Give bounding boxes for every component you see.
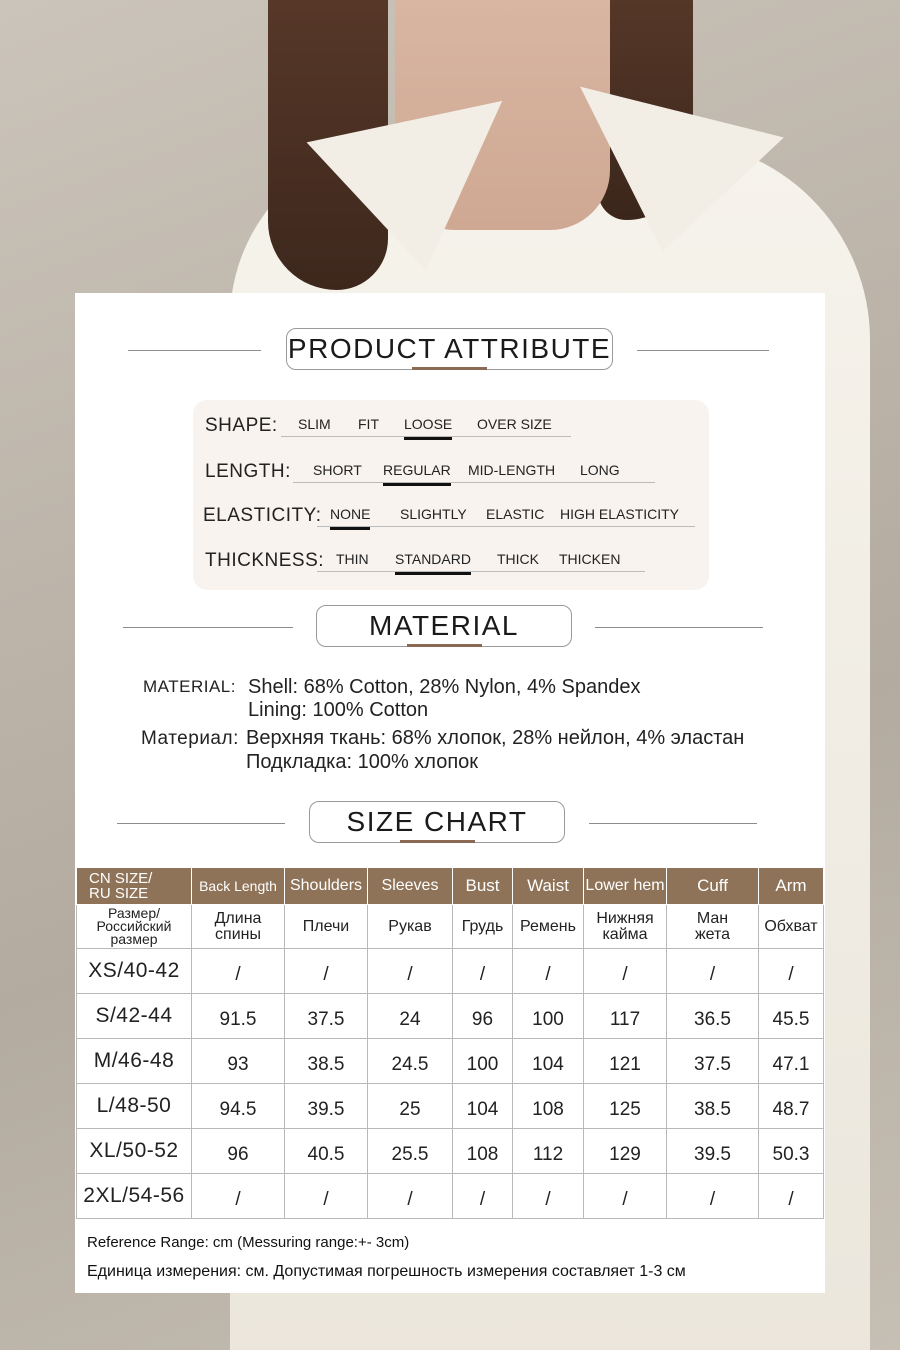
table-cell-size: 2XL/54-56	[77, 1174, 192, 1219]
table-cell: /	[759, 1174, 824, 1219]
reference-note-ru: Единица измерения: см. Допустимая погрешность измерения составляет 1-3 см	[87, 1263, 686, 1280]
table-cell: 108	[513, 1084, 584, 1129]
table-cell-size: M/46-48	[77, 1039, 192, 1084]
table-cell: 94.5	[192, 1084, 285, 1129]
attribute-label: SHAPE:	[205, 415, 278, 436]
heading-divider-right	[589, 823, 757, 824]
header-cell: Cuff	[667, 868, 759, 905]
size-table	[76, 867, 824, 1219]
heading-accent	[407, 644, 482, 647]
table-cell: 48.7	[759, 1084, 824, 1129]
heading-accent	[400, 840, 475, 843]
table-cell: /	[759, 949, 824, 994]
table-cell: 104	[513, 1039, 584, 1084]
material-shell-ru: Верхняя ткань: 68% хлопок, 28% нейлон, 4% эластан	[246, 727, 745, 749]
attribute-option: LONG	[580, 462, 620, 478]
table-cell: 25.5	[368, 1129, 453, 1174]
table-cell: 38.5	[285, 1039, 368, 1084]
table-row	[77, 1039, 824, 1084]
attribute-row-line	[317, 571, 645, 572]
table-cell: 24	[368, 994, 453, 1039]
table-cell: 125	[584, 1084, 667, 1129]
attribute-option: ELASTIC	[486, 506, 545, 522]
table-cell: /	[192, 949, 285, 994]
table-cell: /	[453, 1174, 513, 1219]
table-cell: /	[285, 1174, 368, 1219]
attribute-label: ELASTICITY:	[203, 505, 322, 526]
attribute-row-length	[193, 455, 709, 485]
header-ru-cell: Ман жета	[667, 905, 759, 949]
attribute-option: SHORT	[313, 462, 362, 478]
heading-divider-left	[117, 823, 285, 824]
material-lining-en: Lining: 100% Cotton	[248, 699, 429, 721]
attribute-label: THICKNESS:	[205, 550, 325, 571]
attribute-row-thickness	[193, 544, 709, 574]
table-cell: 96	[453, 994, 513, 1039]
table-cell: 39.5	[285, 1084, 368, 1129]
header-cell: Shoulders	[285, 868, 368, 905]
table-cell: 39.5	[667, 1129, 759, 1174]
table-row	[77, 994, 824, 1039]
table-cell: 50.3	[759, 1129, 824, 1174]
header-cell: Lower hem	[584, 868, 667, 905]
attribute-option: OVER SIZE	[477, 416, 552, 432]
material-heading	[75, 603, 825, 651]
table-cell: 25	[368, 1084, 453, 1129]
attribute-row-line	[293, 482, 655, 483]
table-cell: 129	[584, 1129, 667, 1174]
header-ru-cell: Рукав	[368, 905, 453, 949]
material-title: MATERIAL	[316, 605, 572, 647]
table-cell: 37.5	[667, 1039, 759, 1084]
table-cell: /	[368, 1174, 453, 1219]
table-cell-size: XS/40-42	[77, 949, 192, 994]
table-cell: 45.5	[759, 994, 824, 1039]
table-cell: 104	[453, 1084, 513, 1129]
table-row	[77, 1129, 824, 1174]
header-ru-cell: Ремень	[513, 905, 584, 949]
table-cell: /	[368, 949, 453, 994]
attribute-label: LENGTH:	[205, 461, 291, 482]
table-header-en	[77, 868, 824, 905]
attribute-option: MID-LENGTH	[468, 462, 556, 478]
table-cell: /	[584, 1174, 667, 1219]
table-cell: 47.1	[759, 1039, 824, 1084]
table-row	[77, 1174, 824, 1219]
table-cell: 100	[453, 1039, 513, 1084]
header-cell: Arm	[759, 868, 824, 905]
table-cell-size: S/42-44	[77, 994, 192, 1039]
table-cell: 108	[453, 1129, 513, 1174]
header-cell: Sleeves	[368, 868, 453, 905]
table-cell: /	[285, 949, 368, 994]
table-cell-size: L/48-50	[77, 1084, 192, 1129]
table-cell: /	[513, 949, 584, 994]
table-cell: 117	[584, 994, 667, 1039]
table-cell: /	[584, 949, 667, 994]
attribute-option-selected: STANDARD	[395, 551, 471, 567]
table-cell: /	[667, 1174, 759, 1219]
table-row	[77, 1084, 824, 1129]
info-panel	[75, 293, 825, 1293]
header-ru-cell: Грудь	[453, 905, 513, 949]
table-header-ru	[77, 905, 824, 949]
reference-note-en: Reference Range: cm (Messuring range:+- 3cm)	[87, 1234, 410, 1251]
table-cell: /	[192, 1174, 285, 1219]
attribute-option: SLIGHTLY	[400, 506, 467, 522]
table-row	[77, 949, 824, 994]
header-ru-cell: Плечи	[285, 905, 368, 949]
table-cell: 112	[513, 1129, 584, 1174]
attribute-option: SLIM	[298, 416, 331, 432]
table-cell: 40.5	[285, 1129, 368, 1174]
table-cell: /	[453, 949, 513, 994]
table-cell: 38.5	[667, 1084, 759, 1129]
attribute-option: THIN	[336, 551, 369, 567]
attribute-row-shape	[193, 409, 709, 439]
material-shell-en: Shell: 68% Cotton, 28% Nylon, 4% Spandex	[248, 676, 641, 698]
table-cell: /	[667, 949, 759, 994]
attribute-option: THICKEN	[559, 551, 621, 567]
heading-divider-left	[123, 627, 293, 628]
heading-divider-right	[595, 627, 763, 628]
table-cell: 121	[584, 1039, 667, 1084]
heading-accent	[412, 367, 487, 370]
table-cell-size: XL/50-52	[77, 1129, 192, 1174]
header-ru-cell: Нижняя кайма	[584, 905, 667, 949]
header-ru-cell: Размер/ Российский размер	[77, 905, 192, 949]
size-chart-heading	[75, 799, 825, 847]
attribute-option-selected: REGULAR	[383, 462, 451, 478]
header-cell: Waist	[513, 868, 584, 905]
header-cell: Back Length	[192, 868, 285, 905]
attribute-option: THICK	[497, 551, 539, 567]
material-key-en: MATERIAL:	[143, 677, 236, 696]
table-cell: 24.5	[368, 1039, 453, 1084]
material-key-ru: Материал:	[141, 728, 239, 749]
header-cell: Bust	[453, 868, 513, 905]
attribute-row-line	[317, 526, 695, 527]
attribute-row-elasticity	[193, 499, 709, 529]
header-ru-cell: Обхват	[759, 905, 824, 949]
attribute-box	[193, 400, 709, 590]
header-ru-cell: Длина спины	[192, 905, 285, 949]
attribute-heading	[75, 326, 825, 374]
size-chart-title: SIZE CHART	[309, 801, 565, 843]
attribute-option: FIT	[358, 416, 379, 432]
table-cell: /	[513, 1174, 584, 1219]
table-cell: 93	[192, 1039, 285, 1084]
table-cell: 36.5	[667, 994, 759, 1039]
attribute-option: HIGH ELASTICITY	[560, 506, 680, 522]
header-cn-size: CN SIZE/ RU SIZE	[77, 868, 192, 905]
attribute-option-selected: NONE	[330, 506, 371, 522]
material-lining-ru: Подкладка: 100% хлопок	[246, 751, 479, 773]
heading-divider-left	[128, 350, 261, 351]
heading-divider-right	[637, 350, 769, 351]
table-cell: 37.5	[285, 994, 368, 1039]
attribute-option-selected: LOOSE	[404, 416, 453, 432]
table-cell: 100	[513, 994, 584, 1039]
table-cell: 96	[192, 1129, 285, 1174]
table-cell: 91.5	[192, 994, 285, 1039]
attribute-title: PRODUCT ATTRIBUTE	[286, 328, 613, 370]
